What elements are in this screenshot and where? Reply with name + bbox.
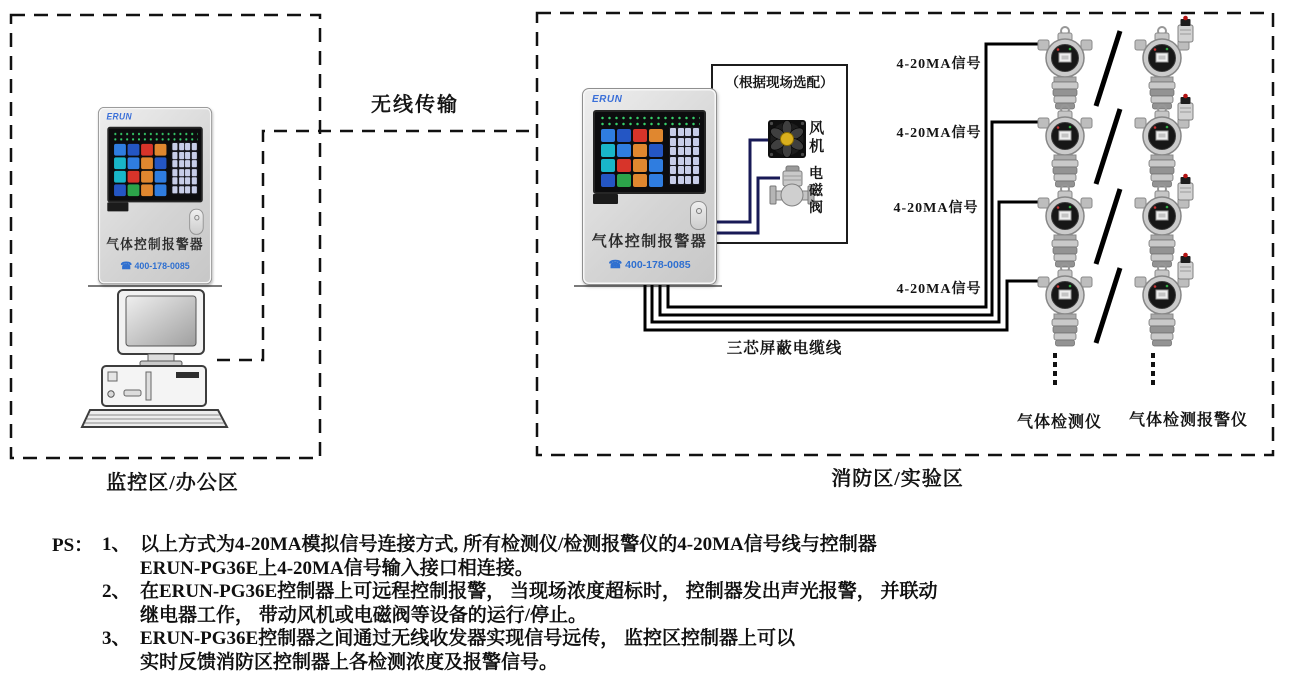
signal-label-4: 4-20MA信号	[896, 282, 982, 297]
note-line: ERUN-PG36E控制器之间通过无线收发器实现信号远传， 监控区控制器上可以	[140, 628, 795, 649]
phone-icon: ☎	[608, 259, 623, 271]
screen-app-icons	[601, 129, 663, 187]
fan-icon	[768, 120, 806, 158]
wireless-label: 无线传输	[371, 94, 459, 116]
note-line: 实时反馈消防区控制器上各检测浓度及报警信号。	[140, 651, 559, 673]
fan-label: 风机	[809, 121, 825, 155]
monitoring-controller-wrap	[98, 107, 210, 283]
gas-detector-icon	[1038, 264, 1092, 346]
screen-sublabel	[107, 202, 128, 211]
panel-lock-icon	[189, 209, 203, 235]
keypad-grid	[669, 127, 700, 185]
signal-label-1: 4-20MA信号	[896, 57, 982, 72]
slash-separator	[1096, 109, 1120, 184]
gas-controller-panel	[98, 107, 212, 284]
fire-zone-label: 消防区/实验区	[831, 468, 964, 490]
note-line: 在ERUN-PG36E控制器上可远程控制报警， 当现场浓度超标时， 控制器发出声光报警， 并联动	[140, 581, 938, 602]
screen-app-icons	[114, 144, 166, 196]
erun-logo: ERUN	[106, 112, 133, 123]
more-devices-ellipsis	[1053, 353, 1155, 385]
controller-name: 气体控制报警器	[591, 234, 708, 250]
note-number: 3、	[102, 628, 131, 649]
phone-icon: ☎	[120, 260, 132, 272]
cable-label: 三芯屏蔽电缆线	[726, 340, 843, 357]
gas-detector-icon	[1038, 185, 1092, 267]
slash-separator	[1096, 268, 1120, 343]
note-number: 2、	[102, 581, 131, 602]
note-item	[102, 580, 1172, 627]
controller-screen	[107, 127, 202, 203]
panel-lock-icon	[690, 201, 707, 230]
phone-number: 400-178-0085	[625, 259, 691, 271]
note-line: ERUN-PG36E上4-20MA信号输入接口相连接。	[140, 557, 534, 579]
note-item	[102, 627, 1172, 674]
monitoring-zone-label: 监控区/办公区	[106, 472, 239, 494]
note-line: 以上方式为4-20MA模拟信号连接方式, 所有检测仪/检测报警仪的4-20MA信号线与控制器	[140, 534, 877, 555]
gas-controller-panel	[582, 88, 717, 285]
note-line: 继电器工作， 带动风机或电磁阀等设备的运行/停止。	[140, 604, 588, 626]
optional-box-title: （根据现场选配）	[725, 75, 834, 90]
phone-number: 400-178-0085	[134, 260, 190, 272]
controller-phone	[99, 260, 211, 272]
led-indicators	[112, 131, 197, 141]
controller-phone	[583, 258, 716, 271]
gas-detector-icon	[1038, 27, 1092, 109]
detector-column-label: 气体检测仪	[1016, 414, 1102, 431]
slash-separator	[1096, 189, 1120, 264]
desktop-computer-icon	[82, 290, 227, 427]
ps-prefix: PS：	[52, 535, 94, 556]
keypad-grid	[172, 142, 198, 194]
signal-label-2: 4-20MA信号	[896, 126, 982, 141]
valve-label: 电磁阀	[809, 167, 824, 216]
gas-detector-alarm-icon	[1135, 174, 1193, 267]
note-item	[102, 533, 1172, 580]
ps-notes	[52, 533, 1172, 674]
gas-detector-icon	[1038, 105, 1092, 187]
signal-label-3: 4-20MA信号	[893, 201, 979, 216]
slash-separator	[1096, 31, 1120, 106]
erun-logo: ERUN	[592, 94, 623, 105]
note-number: 1、	[102, 534, 131, 555]
wireless-link-line	[217, 131, 537, 360]
screen-sublabel	[593, 194, 618, 204]
controller-screen	[593, 110, 706, 194]
led-indicators	[599, 115, 700, 126]
controller-name: 气体控制报警器	[106, 238, 204, 253]
alarm-detector-column-label: 气体检测报警仪	[1128, 412, 1248, 429]
